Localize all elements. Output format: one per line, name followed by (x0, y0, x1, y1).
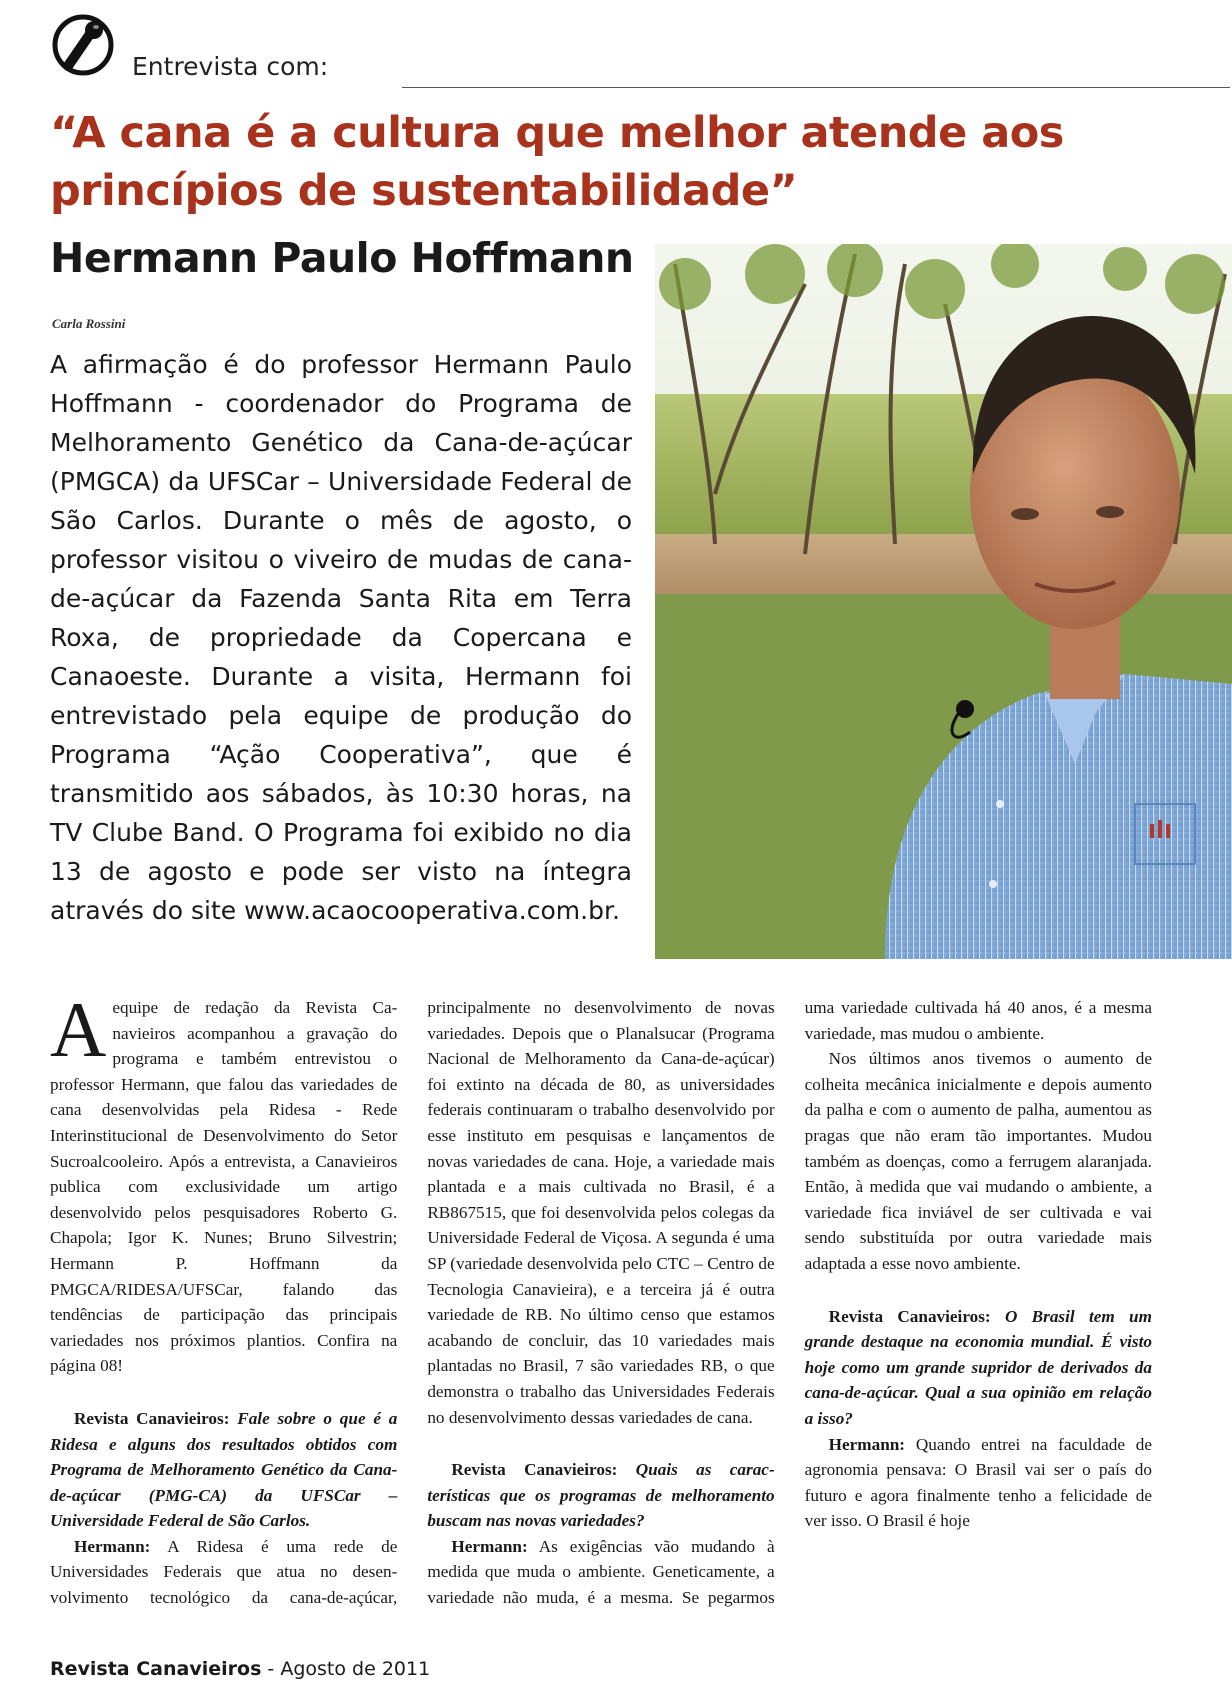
question-label: Revista Canavieiros: (74, 1408, 230, 1428)
answer-label: Hermann: (828, 1434, 906, 1454)
headline: “A cana é a cultura que melhor atende aos princípios de sustentabilidade” (50, 108, 1064, 216)
section-title: Entrevista com: (132, 52, 329, 81)
question-text: Quais as características que os programas de melhoramento buscam nas novas variedades? (427, 1460, 775, 1531)
answer-text: A Ridesa é uma rede de Universidades Federais que atua no desenvolvimento tecnológico da cana-de-açúcar, principalmente no desenvolvimento de novas variedades. Depois que o Planalsucar (Programa Nacional de Melhoramento da Cana-de-açúcar) foi extinto na década de 80, as universidades federais continuaram o trabalho desenvolvido por esse instituto em pesquisas e lançamentos de novas variedades de cana. Hoje, a variedade mais plantada e a mais cultivada no Brasil, é a RB867515, que foi desenvolvida pelos colegas da Universidade Federal de Viçosa. A segunda é uma SP (variedade desenvolvida pelo CTC – Centro de Tecnologia Canavieira), e a terceira já é outra variedade de RB. No último censo que estamos acabando de concluir, das 10 variedades mais plantadas no Brasil, 7 são variedades RB, o que demonstra o trabalho das Universidades Federais no desenvolvimento dessas variedades de cana. (50, 998, 775, 1608)
answer-text: Quando entrei na faculdade de agronomia pensava: O Brasil vai ser o país do futuro e agora finalmente tenho a felicidade de ver isso. O Brasil é hoje (804, 1434, 1152, 1531)
question-3 (805, 1304, 1152, 1432)
interviewee-photo (655, 244, 1232, 959)
question-2 (427, 1457, 774, 1534)
footer-separator: - (261, 1658, 281, 1680)
article-body (50, 986, 1152, 1625)
answer-text: Nos últimos anos tivemos o aumento de colheita mecânica inicialmente e depois aumento da palha e com o aumento de palha, aumentou as pragas que não eram tão importantes. Mudou também as doenças, como a ferrugem alaranjada. Então, à medida que vai mudando o ambiente, a variedade fica inviável de ser cultivada e vai sendo substituída por outra variedade mais adaptada a esse novo ambiente. (804, 1049, 1152, 1273)
magazine-name: Revista Canavieiros (50, 1658, 262, 1680)
intro-text: equipe de redação da Revista Canavieiros acompanhou a gravação do programa e também entrevistou o professor Hermann, que falou das variedades de cana desenvolvidas pela Ridesa - Rede Interinstitucional de Desenvolvimento do Setor Sucroalcooleiro. Após a entrevista, a Canavieiros publica com exclusividade um artigo desenvolvido pelos pesquisadores Roberto G. Chapola; Igor K. Nunes; Bruno Silvestrin; Hermann P. Hoffmann da PMGCA/RIDESA/UFSCar, falando das tendências de participação das principais variedades nos próximos plantios. Confira na página 08! (50, 998, 398, 1376)
answer-2-continued (805, 1046, 1152, 1276)
lead-paragraph: A afirmação é do professor Hermann Paulo Hoffmann - coordenador do Programa de Melhoramento Genético da Cana-de-açúcar (PMGCA) da UFSCar – Universidade Federal de São Carlos. Durante o mês de agosto, o professor visitou o viveiro de mudas de cana-de-açúcar da Fazenda Santa Rita em Terra Roxa, de propriedade da Copercana e Canaoeste. Durante a visita, Hermann foi entrevistado pela equipe de produção do Programa “Ação Cooperativa”, que é transmitido aos sábados, às 10:30 horas, na TV Clube Band. O Programa foi exibido no dia 13 de agosto e pode ser visto na íntegra através do site www.acaocooperativa.com.br. (50, 350, 632, 925)
section-divider (402, 87, 1230, 88)
microphone-icon (50, 12, 120, 82)
issue-date: Agosto de 2011 (280, 1658, 431, 1680)
answer-text: As exigências vão mudando à medida que muda o ambiente. Geneticamente, a variedade não muda, é a mesma. Se pegarmos uma variedade cultivada há 40 anos, é a mesma variedade, mas mudou o ambiente. (427, 998, 1152, 1608)
interviewee-name: Hermann Paulo Hoffmann (50, 234, 634, 282)
section-header (50, 12, 1230, 92)
answer-label: Hermann: (74, 1536, 151, 1556)
question-label: Revista Canavieiros: (451, 1460, 618, 1480)
question-text: O Brasil tem um grande destaque na economia mundial. É visto hoje como um grande supridor de derivados da cana-de-açúcar. Qual a sua opinião em relação a isso? (804, 1306, 1152, 1428)
intro-paragraph (50, 986, 398, 1379)
drop-cap: A (50, 986, 107, 1073)
page-footer (50, 1658, 430, 1680)
author-byline: Carla Rossini (52, 316, 126, 331)
answer-3 (805, 1432, 1152, 1534)
question-1 (50, 1406, 397, 1534)
question-text: Fale sobre o que é a Ridesa e alguns dos resultados obtidos com Programa de Melhoramento Genético da Cana-de-açúcar (PMG-CA) da UFSCar – Universidade Federal de São Carlos. (50, 1408, 398, 1531)
question-label: Revista Canavieiros: (828, 1306, 991, 1326)
portrait-photo (655, 244, 1232, 959)
answer-label: Hermann: (451, 1536, 528, 1556)
